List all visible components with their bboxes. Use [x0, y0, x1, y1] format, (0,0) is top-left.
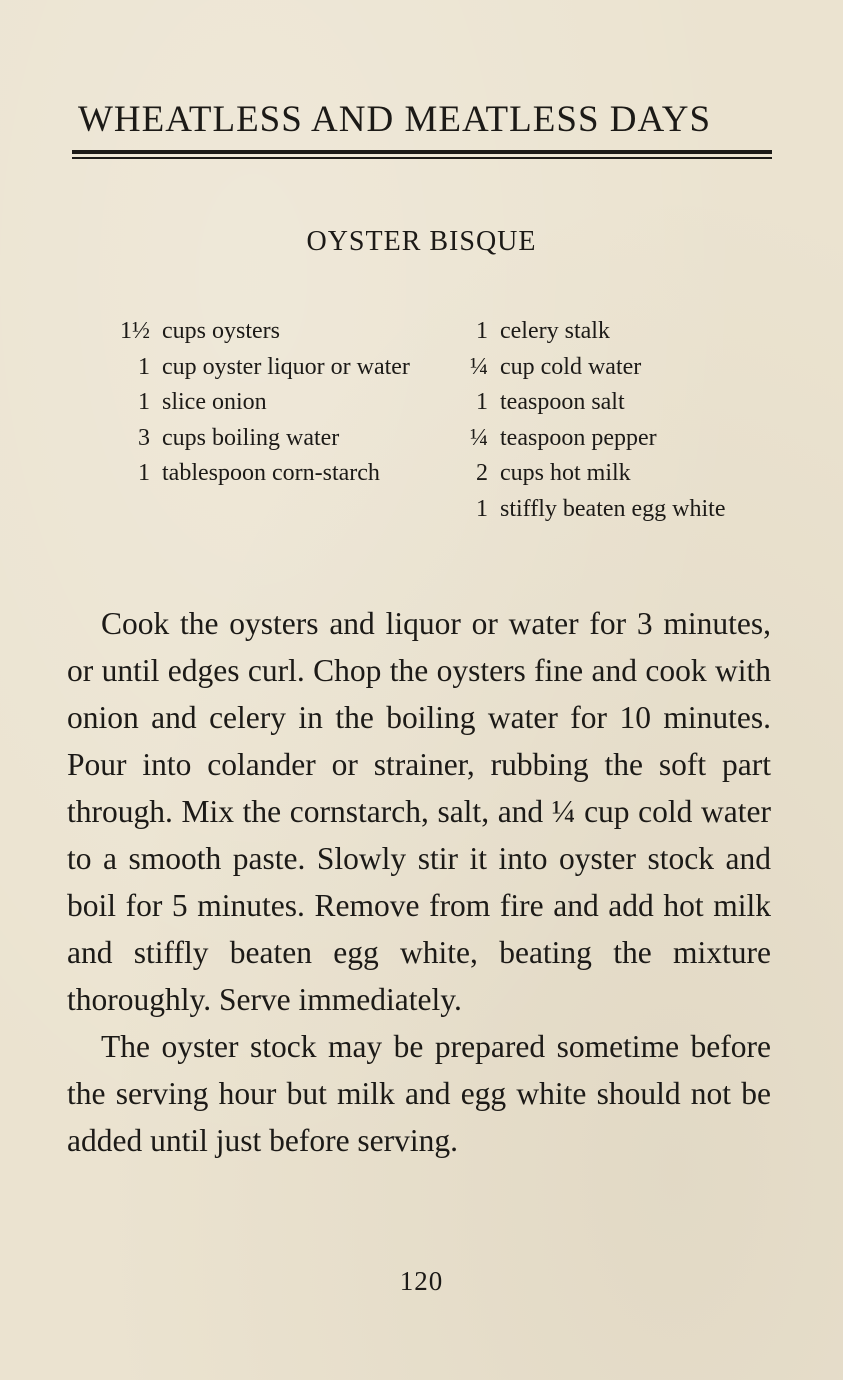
- recipe-title: OYSTER BISQUE: [306, 226, 537, 257]
- running-head: WHEATLESS AND MEATLESS DAYS: [78, 99, 712, 140]
- ingredient-quantity: 3: [138, 424, 150, 451]
- ingredient-quantity: 1: [476, 495, 488, 522]
- ingredient-name: cup oyster liquor or water: [162, 353, 410, 380]
- ingredient-name: slice onion: [162, 389, 267, 415]
- ingredient-name: tablespoon corn-starch: [162, 460, 380, 486]
- ingredients-right-column: [444, 314, 744, 527]
- ingredient-item: [92, 421, 442, 457]
- ingredient-name: cups boiling water: [162, 424, 340, 451]
- ingredient-item: [92, 314, 442, 350]
- ingredient-quantity: 1: [476, 389, 488, 415]
- method-text: [67, 600, 771, 1164]
- ingredient-item: [444, 385, 744, 421]
- ingredient-quantity: ¼: [470, 353, 488, 380]
- ingredient-quantity: 1: [138, 353, 150, 380]
- ingredient-item: [92, 456, 442, 492]
- ingredient-item: [444, 314, 744, 350]
- ingredients-left-column: [92, 314, 442, 492]
- ingredient-name: cup cold water: [500, 353, 642, 380]
- ingredient-item: [444, 456, 744, 492]
- page-number: 120: [399, 1266, 444, 1296]
- method-paragraph: The oyster stock may be prepared sometime before the serving hour but milk and egg white should not be added until just before serving.: [67, 1029, 771, 1158]
- ingredient-quantity: 1: [476, 318, 488, 344]
- ingredient-name: cups hot milk: [500, 460, 631, 486]
- ingredient-quantity: 2: [476, 460, 488, 486]
- ingredient-quantity: 1: [138, 460, 150, 486]
- ingredient-name: celery stalk: [500, 318, 610, 344]
- ingredient-quantity: 1½: [120, 318, 150, 344]
- ingredient-item: [92, 385, 442, 421]
- ingredient-item: [444, 492, 744, 528]
- ingredient-name: cups oysters: [162, 318, 280, 344]
- ingredient-item: [444, 421, 744, 457]
- ingredient-item: [92, 350, 442, 386]
- ingredient-name: stiffly beaten egg white: [500, 495, 726, 522]
- ingredient-quantity: 1: [138, 389, 150, 415]
- method-paragraph: Cook the oysters and liquor or water for 3 minutes, or until edges curl. Chop the oysters fine and cook with onion and celery in the boiling water for 10 minutes. Pour into colander or strainer, rubbing the soft part through. Mix the cornstarch, salt, and ¼ cup cold water to a smooth paste. Slowly stir it into oyster stock and boil for 5 minutes. Remove from fire and add hot milk and stiffly beaten egg white, beating the mixture thoroughly. Serve immediately.: [67, 606, 771, 1017]
- ingredient-quantity: ¼: [470, 424, 488, 451]
- ingredient-name: teaspoon pepper: [500, 424, 657, 451]
- ingredient-name: teaspoon salt: [500, 389, 625, 415]
- header-rule-thin: [72, 157, 772, 159]
- ingredient-item: [444, 350, 744, 386]
- header-rule-thick: [72, 150, 772, 154]
